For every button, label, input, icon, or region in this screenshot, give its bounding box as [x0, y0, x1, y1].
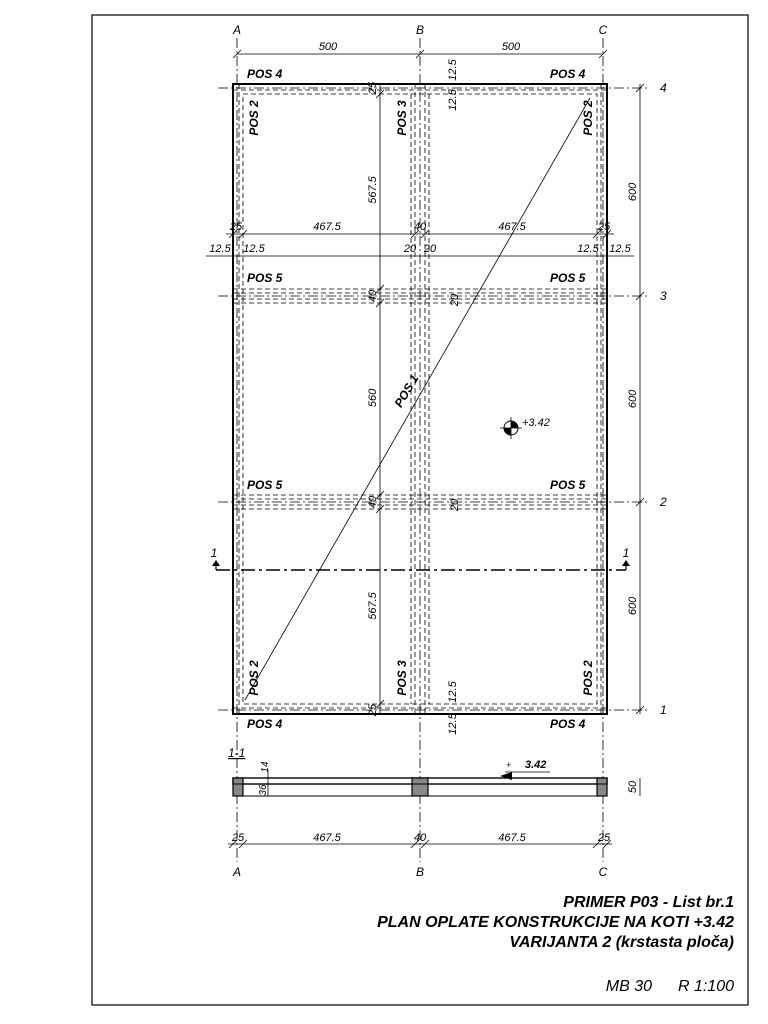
label-pos3-top: POS 3 [395, 100, 409, 136]
section-dim-36: 36 [258, 784, 269, 796]
dim-vert-middle-span: 560 [367, 388, 379, 408]
section-elevation: 3.42 [525, 759, 547, 771]
dim-beam2-20: 20 [449, 498, 461, 512]
dim-grid-2-1: 600 [627, 596, 639, 616]
dim-slab-bottom-b: 12.5 [447, 681, 459, 703]
label-pos4-bottom-right: POS 4 [550, 717, 586, 731]
dim-row-span-left: 467.5 [313, 221, 341, 233]
axis-label-b-top: B [415, 23, 425, 37]
section-dim-bottom-span1: 467.5 [313, 832, 341, 844]
label-pos5-right-2: POS 5 [550, 478, 586, 492]
dim-row-span-right: 467.5 [498, 221, 526, 233]
dim-edge-25-top: 25 [367, 81, 379, 95]
dim-beam3-40: 40 [367, 289, 379, 303]
dim-row-m-20b: 20 [423, 243, 437, 255]
axis-label-b-bottom: B [415, 865, 425, 879]
label-pos4-bottom-left: POS 4 [247, 717, 283, 731]
label-pos3-bottom: POS 3 [395, 660, 409, 696]
dim-beam3-20: 20 [449, 293, 461, 307]
material-grade: MB 30 [605, 978, 652, 995]
dim-row-l-125b: 12.5 [243, 243, 265, 255]
label-pos2-bottom-left: POS 2 [247, 660, 261, 696]
label-pos1: POS 1 [391, 372, 422, 410]
section-cut-label-left: 1 [210, 546, 218, 560]
dim-vert-upper-span: 567.5 [367, 176, 379, 204]
dim-slab-bottom-b2: 12.5 [447, 713, 459, 735]
section-dim-bottom-25b: 25 [597, 832, 611, 844]
dim-top-span-2: 500 [501, 41, 521, 53]
title-line-3: VARIJANTA 2 (krstasta ploča) [509, 934, 734, 951]
dim-slab-top-b: 12.5 [447, 59, 459, 81]
position-labels [247, 67, 595, 731]
dim-row-left-25: 25 [229, 221, 243, 233]
dim-row-r-125a: 12.5 [577, 243, 599, 255]
dim-row-mid-40: 40 [413, 221, 427, 233]
label-pos5-left-3: POS 5 [247, 271, 283, 285]
dim-grid-4-3: 600 [627, 182, 639, 202]
section-beam-left [233, 778, 243, 796]
dim-row-right-25: 25 [597, 221, 611, 233]
section-title: 1-1 [228, 746, 246, 760]
grid-lines [218, 38, 650, 862]
dim-grid-3-2: 600 [627, 389, 639, 409]
dim-beam2-40: 40 [367, 495, 379, 509]
axis-label-a-top: A [232, 23, 242, 37]
section-dim-50: 50 [627, 780, 639, 794]
label-pos2-top-right: POS 2 [581, 100, 595, 136]
section-beam-right [597, 778, 607, 796]
label-pos2-top-left: POS 2 [247, 100, 261, 136]
label-pos4-top-left: POS 4 [247, 67, 283, 81]
slab-diagonal [245, 98, 590, 703]
dim-row-l-125a: 12.5 [209, 243, 231, 255]
title-line-1: PRIMER P03 - List br.1 [563, 894, 734, 911]
elevation-marker [500, 417, 550, 439]
axis-label-3: 3 [660, 289, 667, 303]
dim-row-m-20a: 20 [403, 243, 417, 255]
axis-label-c-top: C [598, 23, 608, 37]
label-pos5-left-2: POS 5 [247, 478, 283, 492]
axis-label-2: 2 [660, 495, 667, 509]
elevation-marker-value: +3.42 [522, 417, 550, 429]
dim-slab-top-b2: 12.5 [447, 89, 459, 111]
right-dimension [627, 84, 644, 714]
vertical-internal-dimension [367, 58, 461, 734]
label-pos2-bottom-right: POS 2 [581, 660, 595, 696]
section-dim-bottom-40: 40 [413, 832, 427, 844]
axis-label-c-bottom: C [598, 865, 608, 879]
section-dim-bottom-25a: 25 [231, 832, 245, 844]
dim-vert-lower-span: 567.5 [367, 592, 379, 620]
section-dim-bottom-span2: 467.5 [498, 832, 526, 844]
label-pos4-top-right: POS 4 [550, 67, 586, 81]
axis-label-1: 1 [660, 703, 667, 717]
axis-label-a-bottom: A [232, 865, 242, 879]
axis-label-4: 4 [660, 81, 667, 95]
section-beam-middle [412, 778, 428, 796]
section-view [228, 746, 640, 848]
svg-text:+: + [506, 760, 512, 770]
axis-labels [232, 23, 667, 879]
section-cut-label-right: 1 [622, 546, 630, 560]
dim-top-span-1: 500 [318, 41, 338, 53]
dim-edge-25-bottom: 25 [367, 703, 379, 717]
dim-row-r-125b: 12.5 [609, 243, 631, 255]
title-block [377, 894, 734, 995]
title-line-2: PLAN OPLATE KONSTRUKCIJE NA KOTI +3.42 [377, 914, 734, 931]
label-pos5-right-3: POS 5 [550, 271, 586, 285]
section-dim-14: 14 [260, 761, 271, 773]
drawing-scale: R 1:100 [677, 978, 734, 995]
